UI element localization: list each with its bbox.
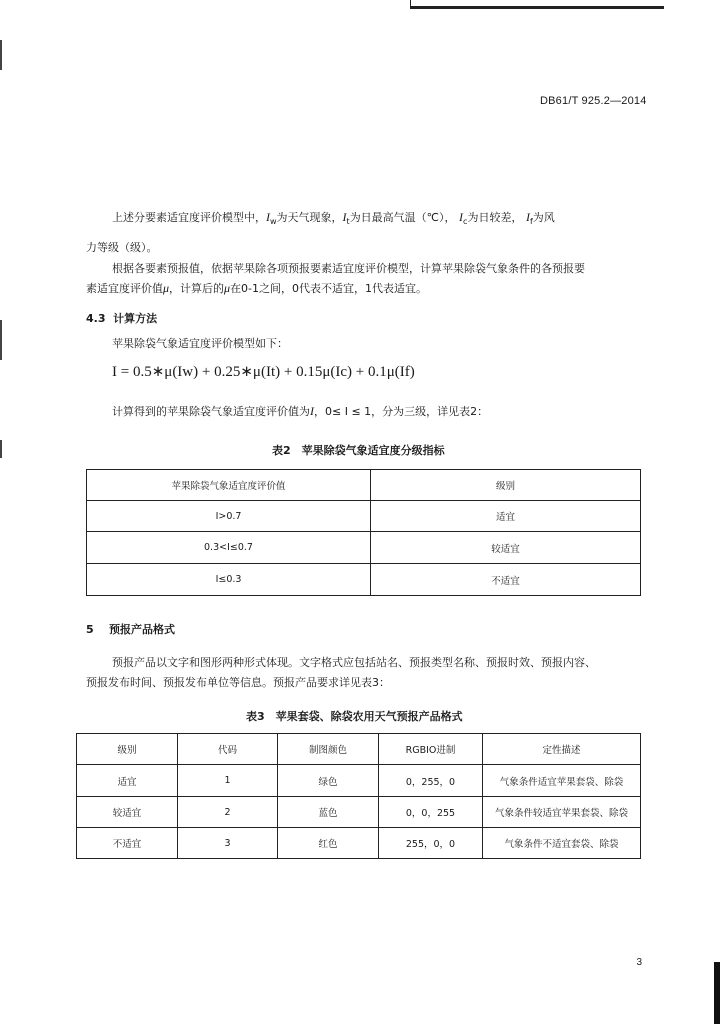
table-cell: 红色 [278, 828, 379, 859]
text-segment: 为天气现象， [276, 211, 343, 224]
table-cell: 0，0，255 [379, 797, 483, 828]
text-segment: 素适宜度评价值 [86, 282, 163, 295]
subscript: t [346, 217, 350, 227]
scan-edge-mark [0, 440, 2, 458]
table-cell: 气象条件适宜苹果套袋、除袋 [483, 765, 641, 797]
text-segment: 为日较差， [467, 211, 523, 224]
text-segment: 上述分要素适宜度评价模型中， [112, 211, 266, 224]
subscript: f [529, 217, 533, 227]
text-segment: ，计算后的 [169, 282, 225, 295]
table-cell: 较适宜 [371, 532, 641, 564]
table-header-cell: 代码 [178, 734, 278, 765]
table-header-cell: 制图颜色 [278, 734, 379, 765]
table-cell: 蓝色 [278, 797, 379, 828]
symbol: I [459, 210, 464, 224]
table-3 [76, 733, 641, 859]
table-row [77, 797, 641, 828]
symbol: I [342, 210, 347, 224]
scan-edge-mark [0, 320, 2, 360]
table-cell: 较适宜 [77, 797, 178, 828]
table-3-caption: 表3 苹果套袋、除袋农用天气预报产品格式 [246, 710, 463, 723]
table-cell: 气象条件不适宜套袋、除袋 [483, 828, 641, 859]
paragraph-line: 力等级（级）。 [86, 241, 158, 254]
table-header-cell: 苹果除袋气象适宜度评价值 [87, 470, 371, 501]
section-heading-4-3 [86, 310, 157, 326]
section-number: 4.3 [86, 312, 106, 325]
subscript: w [270, 217, 277, 227]
table-cell: 0.3<I≤0.7 [87, 532, 371, 564]
table-2 [86, 469, 641, 596]
paragraph-line: 预报产品以文字和图形两种形式体现。文字格式应包括站名、预报类型名称、预报时效、预报内容、 [112, 656, 596, 669]
text-segment: 为风 [532, 211, 555, 224]
table-cell: 0，255，0 [379, 765, 483, 797]
paragraph-line [86, 281, 427, 296]
section-heading-5 [86, 621, 175, 637]
paragraph-line: 苹果除袋气象适宜度评价模型如下： [112, 337, 288, 350]
symbol: μ [224, 281, 231, 295]
table-row [87, 564, 641, 596]
table-header-cell: 定性描述 [483, 734, 641, 765]
document-code: DB61/T 925.2—2014 [540, 95, 647, 107]
table-cell: 不适宜 [77, 828, 178, 859]
top-border-tick [410, 0, 411, 8]
table-2-caption: 表2 苹果除袋气象适宜度分级指标 [272, 444, 445, 457]
table-cell: 气象条件较适宜苹果套袋、除袋 [483, 797, 641, 828]
top-border-line [410, 6, 664, 9]
table-row [87, 501, 641, 532]
scan-edge-mark [0, 40, 2, 70]
table-row [87, 532, 641, 564]
table-cell: I≤0.3 [87, 564, 371, 596]
text-segment: 计算得到的苹果除袋气象适宜度评价值为 [112, 405, 310, 418]
table-header-cell: 级别 [371, 470, 641, 501]
subscript: c [463, 217, 468, 227]
paragraph-line: 根据各要素预报值，依据苹果除各项预报要素适宜度评价模型，计算苹果除袋气象条件的各预报要 [112, 262, 585, 275]
table-header-row [77, 734, 641, 765]
table-header-row [87, 470, 641, 501]
symbol: μ [163, 281, 170, 295]
table-header-cell: 级别 [77, 734, 178, 765]
scan-edge-bar [714, 962, 720, 1024]
table-cell: 2 [178, 797, 278, 828]
symbol: I [310, 404, 314, 418]
table-cell: 不适宜 [371, 564, 641, 596]
symbol: I [525, 210, 530, 224]
table-cell: 绿色 [278, 765, 379, 797]
table-cell: 适宜 [77, 765, 178, 797]
section-title: 计算方法 [113, 312, 158, 325]
formula: I = 0.5∗μ(Iw) + 0.25∗μ(It) + 0.15μ(Ic) + 0.1μ(If) [112, 364, 415, 380]
table-row [77, 828, 641, 859]
table-cell: 1 [178, 765, 278, 797]
paragraph-variables [112, 210, 555, 229]
table-cell: I>0.7 [87, 501, 371, 532]
paragraph-line: 预报发布时间、预报发布单位等信息。预报产品要求详见表3： [86, 676, 390, 689]
table-cell: 3 [178, 828, 278, 859]
table-cell: 适宜 [371, 501, 641, 532]
section-number: 5 [86, 623, 94, 636]
text-segment: 为日最高气温（℃）， [349, 211, 456, 224]
text-segment: ，0≤ I ≤ 1，分为三级，详见表2： [314, 405, 489, 418]
text-segment: 在0-1之间，0代表不适宜，1代表适宜。 [230, 282, 428, 295]
symbol: I [266, 210, 270, 224]
table-row [77, 765, 641, 797]
table-header-cell: RGBIO进制 [379, 734, 483, 765]
paragraph-line [112, 404, 488, 419]
table-cell: 255，0，0 [379, 828, 483, 859]
section-title: 预报产品格式 [108, 623, 175, 636]
page-number: 3 [636, 957, 642, 968]
